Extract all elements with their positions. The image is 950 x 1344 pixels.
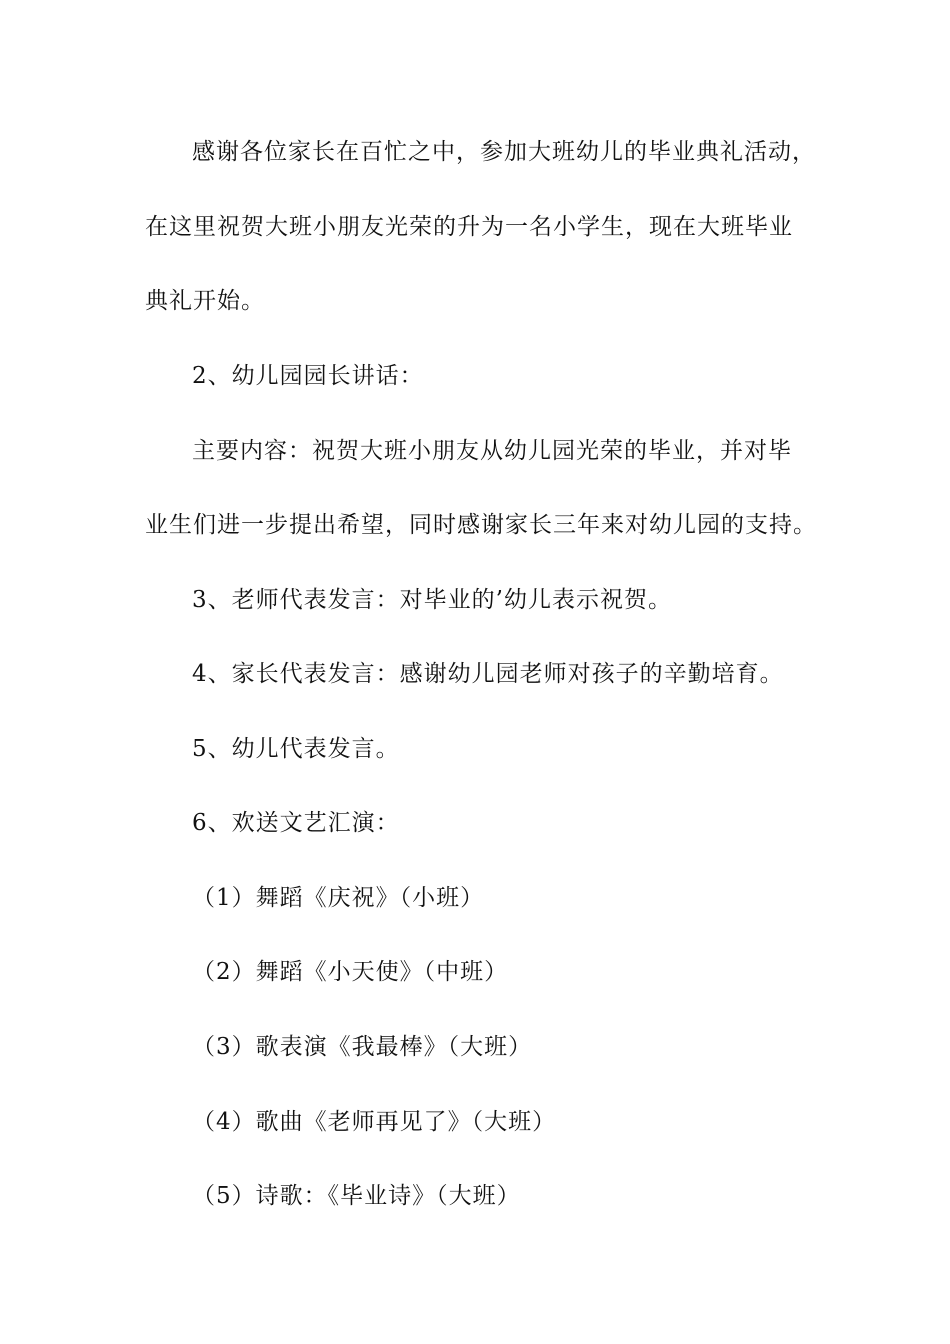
intro-paragraph-line-3: 典礼开始。: [145, 288, 265, 314]
intro-paragraph-line-1: 感谢各位家长在百忙之中，参加大班幼儿的毕业典礼活动，: [192, 139, 816, 165]
item-2-content-line-2: 业生们进一步提出希望，同时感谢家长三年来对幼儿园的支持。: [145, 512, 817, 538]
performance-item: （3）歌表演《我最棒》（大班）: [192, 1034, 533, 1060]
item-6-heading: 6、欢送文艺汇演：: [192, 810, 400, 836]
item-2-heading: 2、幼儿园园长讲话：: [192, 363, 424, 389]
performance-item: （5）诗歌：《毕业诗》（大班）: [192, 1183, 521, 1209]
performance-item: （4）歌曲《老师再见了》（大班）: [192, 1109, 557, 1135]
intro-paragraph-line-2: 在这里祝贺大班小朋友光荣的升为一名小学生，现在大班毕业: [145, 214, 793, 240]
performance-item: （1）舞蹈《庆祝》（小班）: [192, 885, 485, 911]
item-5: 5、幼儿代表发言。: [192, 736, 400, 762]
item-3: 3、老师代表发言：对毕业的’幼儿表示祝贺。: [192, 587, 672, 613]
performance-item: （2）舞蹈《小天使》（中班）: [192, 959, 509, 985]
item-4: 4、家长代表发言：感谢幼儿园老师对孩子的辛勤培育。: [192, 661, 784, 687]
item-2-content-line-1: 主要内容：祝贺大班小朋友从幼儿园光荣的毕业，并对毕: [192, 438, 792, 464]
